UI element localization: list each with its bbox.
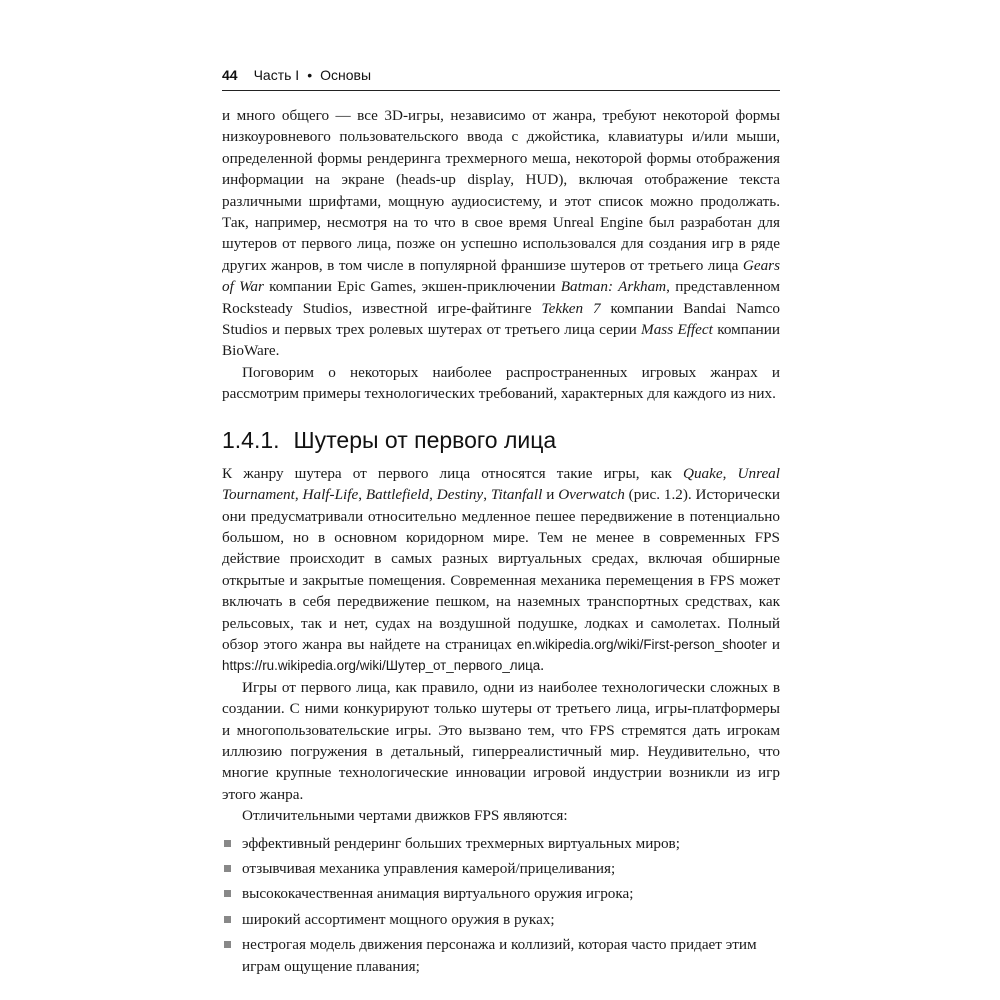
text-run: и — [766, 635, 780, 653]
paragraph-intro — [222, 463, 780, 677]
text-run: , представленном Rocksteady Studios, известной игре-файтинге — [222, 278, 780, 317]
game-title: Gears of War — [222, 256, 780, 296]
list-item-text: отзывчивая механика управления камерой/прицеливания; — [242, 860, 616, 877]
game-title: Unreal Tournament — [222, 464, 780, 504]
separator: , — [429, 486, 437, 504]
separator: , — [722, 464, 738, 482]
text-run: компании Bandai Namco Studios и первых трех ролевых шутерах от третьего лица серии — [222, 299, 780, 339]
game-title: Mass Effect — [641, 321, 713, 339]
url-link-en[interactable]: en.wikipedia.org/wiki/First-person_shooter — [516, 636, 767, 652]
list-item — [222, 858, 780, 879]
list-item — [222, 934, 780, 977]
game-title: Destiny — [436, 486, 484, 504]
section-heading — [222, 425, 780, 455]
part-label: Часть I — [253, 67, 300, 83]
section-title: Шутеры от первого лица — [293, 426, 557, 453]
square-bullet-icon — [224, 890, 231, 897]
game-title: Battlefield — [365, 486, 430, 504]
text-run: и много общего — все 3D-игры, независимо от жанра, требуют некоторой формы низкоуровневого пользовательского ввода с джойстика, клавиатуры и/или мыши, определенной формы рендеринга трехмерного меша, некоторой формы отображения информации на экране (heads-up display, HUD), включая отображение текста различными шрифтами, мощную аудиосистему, и этот список можно продолжать. Так, например, несмотря на то что в свое время Unreal Engine был разработан для шутеров от первого лица, позже он успешно использовался для создания игр в ряде других жанров, в том числе в популярной франшизе шутеров от третьего лица — [222, 107, 780, 274]
section-number: 1.4.1. — [222, 426, 280, 453]
running-header — [222, 60, 780, 91]
page-body — [222, 105, 780, 981]
section-label: Основы — [320, 67, 372, 83]
list-item-text: эффективный рендеринг больших трехмерных виртуальных миров; — [242, 834, 680, 852]
separator: , — [483, 486, 491, 504]
game-title: Batman: Arkham — [560, 278, 667, 296]
page-number: 44 — [222, 67, 238, 83]
separator: , — [294, 486, 303, 504]
list-item-text: нестрогая модель движения персонажа и коллизий, которая часто придает этим играм ощущение плавания; — [242, 936, 757, 975]
text-run: . — [540, 657, 545, 675]
game-title: Titanfall — [490, 486, 543, 504]
text-run: (рис. 1.2). Исторически они предусматривали относительно медленное пешее передвижение в потенциально большом, но в основном коридорном мире. Тем не менее в современных FPS действие происходит в самых разных виртуальных средах, включая обширные открытые и закрытые помещения. Современная механика перемещения в FPS может включать в себя передвижение пешком, на наземных транспортных средствах, как рельсовых, так и нет, судах на воздушной подушке, лодках и самолетах. Полный обзор этого жанра вы найдете на страницах — [222, 486, 781, 653]
game-title: Half-Life — [302, 486, 359, 504]
url-link-ru[interactable]: https://ru.wikipedia.org/wiki/Шутер_от_первого_лица — [222, 658, 541, 674]
paragraph: Отличительными чертами движков FPS являются: — [242, 807, 568, 825]
header-bullet: • — [307, 67, 313, 83]
list-item-text: высококачественная анимация виртуального оружия игрока; — [242, 885, 634, 903]
paragraph: Игры от первого лица, как правило, одни из наиболее технологически сложных в создании. С ними конкурируют только шутеры от третьего лица, игры-платформеры и многопользовательские игры. Это вызвано тем, что FPS стремятся дать игрокам иллюзию погружения в детальный, гиперреалистичный мир. Неудивительно, что многие крупные технологические инновации игровой индустрии возникли из игр этого жанра. — [222, 678, 780, 803]
separator: и — [542, 486, 559, 504]
square-bullet-icon — [224, 916, 231, 923]
separator: , — [358, 486, 366, 504]
paragraph: Поговорим о некоторых наиболее распространенных игровых жанрах и рассмотрим примеры технологических требований, характерных для каждого из них. — [222, 363, 780, 403]
game-title: Overwatch — [558, 486, 625, 504]
text-run: компании BioWare. — [222, 321, 781, 360]
square-bullet-icon — [224, 865, 231, 872]
list-item — [222, 833, 780, 854]
list-item — [222, 883, 780, 904]
list-item-text: широкий ассортимент мощного оружия в руках; — [242, 910, 555, 928]
paragraph-continued — [222, 105, 780, 362]
text-run: К жанру шутера от первого лица относятся такие игры, как — [222, 464, 683, 482]
game-title: Tekken 7 — [541, 299, 601, 317]
game-title: Quake — [683, 464, 723, 482]
square-bullet-icon — [224, 840, 231, 847]
square-bullet-icon — [224, 941, 231, 948]
list-item — [222, 909, 780, 930]
text-run: компании Epic Games, экшен-приключении — [263, 278, 561, 296]
feature-list — [222, 833, 780, 977]
